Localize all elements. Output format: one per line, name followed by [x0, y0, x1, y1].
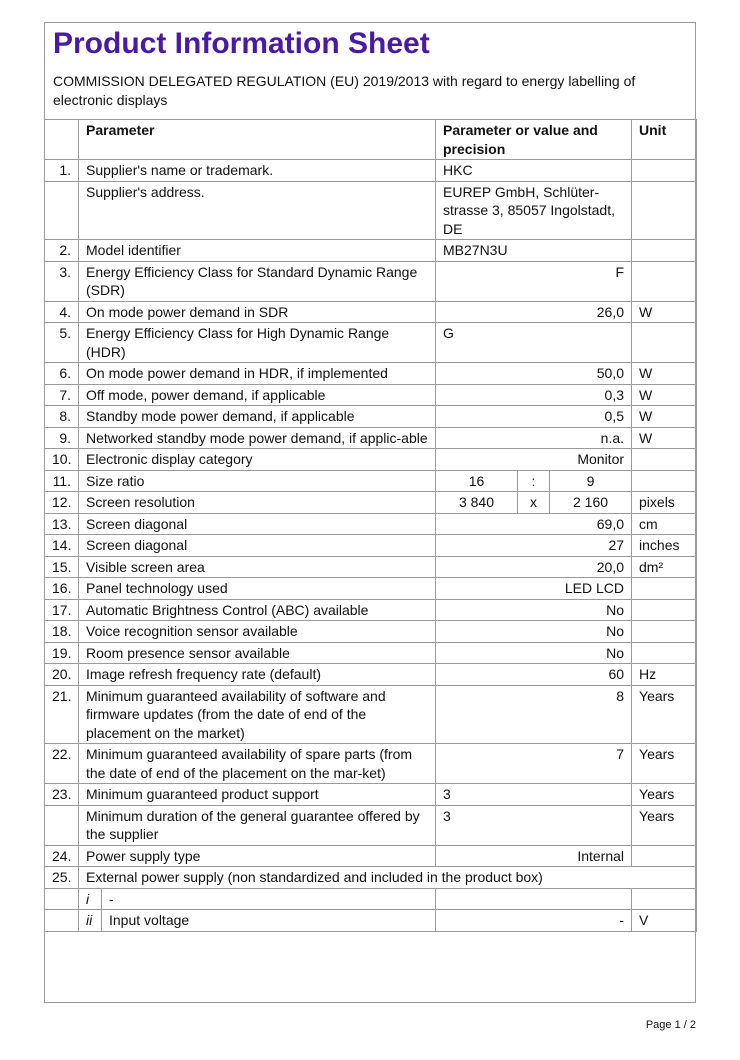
- row-unit: W: [632, 427, 697, 449]
- row-unit: [632, 470, 697, 492]
- row-parameter: Size ratio: [79, 470, 436, 492]
- row-unit: [632, 642, 697, 664]
- row-unit: W: [632, 406, 697, 428]
- row-value: 8: [436, 685, 632, 744]
- table-row: [45, 513, 697, 535]
- table-row: [45, 363, 697, 385]
- table-row: [45, 556, 697, 578]
- row-parameter: Visible screen area: [79, 556, 436, 578]
- row-value: 7: [436, 744, 632, 784]
- row-parameter: Electronic display category: [79, 449, 436, 471]
- row-unit: W: [632, 301, 697, 323]
- row-unit: [632, 240, 697, 262]
- row-value: 0,5: [436, 406, 632, 428]
- header-parameter: Parameter: [79, 120, 436, 160]
- row-parameter: Minimum duration of the general guarantee offered by the supplier: [79, 805, 436, 845]
- row-value: EUREP GmbH, Schlüter-strasse 3, 85057 Ingolstadt, DE: [436, 181, 632, 240]
- parameter-table: [44, 119, 697, 932]
- row-parameter: Supplier's name or trademark.: [79, 160, 436, 182]
- row-parameter: External power supply (non standardized and included in the product box): [79, 867, 697, 889]
- row-number: 3.: [45, 261, 79, 301]
- table-row: [45, 784, 697, 806]
- row-unit: Years: [632, 805, 697, 845]
- row-value: 26,0: [436, 301, 632, 323]
- subrow-index: ii: [79, 910, 102, 932]
- row-unit: W: [632, 363, 697, 385]
- row-value: No: [436, 642, 632, 664]
- row-parameter: Screen diagonal: [79, 535, 436, 557]
- row-number: 4.: [45, 301, 79, 323]
- row-unit: [632, 449, 697, 471]
- row-number: 2.: [45, 240, 79, 262]
- row-number: 14.: [45, 535, 79, 557]
- row-number: 11.: [45, 470, 79, 492]
- row-value-separator: x: [518, 492, 550, 514]
- row-value: LED LCD: [436, 578, 632, 600]
- row-value: MB27N3U: [436, 240, 632, 262]
- row-number: 12.: [45, 492, 79, 514]
- row-value-b: 2 160: [550, 492, 632, 514]
- row-unit: Years: [632, 744, 697, 784]
- row-parameter: Minimum guaranteed product support: [79, 784, 436, 806]
- row-unit: [632, 160, 697, 182]
- table-row: [45, 621, 697, 643]
- row-parameter: Model identifier: [79, 240, 436, 262]
- row-number: [45, 805, 79, 845]
- row-unit: [632, 578, 697, 600]
- table-row: [45, 867, 697, 889]
- table-row: [45, 805, 697, 845]
- table-row: [45, 323, 697, 363]
- row-parameter: Minimum guaranteed availability of software and firmware updates (from the date of end of the placement on the market): [79, 685, 436, 744]
- row-unit: [632, 323, 697, 363]
- row-number: 19.: [45, 642, 79, 664]
- row-parameter: Screen diagonal: [79, 513, 436, 535]
- row-number: 25.: [45, 867, 79, 889]
- row-value: No: [436, 599, 632, 621]
- table-row: [45, 449, 697, 471]
- row-unit: [632, 621, 697, 643]
- table-row: [45, 744, 697, 784]
- row-parameter: Screen resolution: [79, 492, 436, 514]
- subrow-spacer: [45, 910, 79, 932]
- row-number: 18.: [45, 621, 79, 643]
- table-row: [45, 642, 697, 664]
- subrow-parameter: Input voltage: [102, 910, 436, 932]
- row-unit: W: [632, 384, 697, 406]
- row-unit: [632, 261, 697, 301]
- subrow-spacer: [45, 888, 79, 910]
- table-row: [45, 664, 697, 686]
- subrow-unit: [632, 888, 697, 910]
- table-row: [45, 240, 697, 262]
- row-unit: [632, 599, 697, 621]
- row-value: 27: [436, 535, 632, 557]
- row-unit: cm: [632, 513, 697, 535]
- row-parameter: Power supply type: [79, 845, 436, 867]
- row-value: Monitor: [436, 449, 632, 471]
- row-number: 24.: [45, 845, 79, 867]
- table-row: [45, 301, 697, 323]
- row-unit: [632, 845, 697, 867]
- row-number: 6.: [45, 363, 79, 385]
- subrow-parameter: -: [102, 888, 436, 910]
- row-unit: inches: [632, 535, 697, 557]
- row-value: 60: [436, 664, 632, 686]
- row-value: 3: [436, 784, 632, 806]
- table-row: [45, 578, 697, 600]
- row-parameter: Networked standby mode power demand, if applic-able: [79, 427, 436, 449]
- row-value: 3: [436, 805, 632, 845]
- page-number: Page 1 / 2: [645, 1019, 696, 1031]
- row-number: [45, 181, 79, 240]
- row-value: 20,0: [436, 556, 632, 578]
- table-row: [45, 181, 697, 240]
- table-row: [45, 535, 697, 557]
- table-row: [45, 492, 697, 514]
- table-row: [45, 261, 697, 301]
- row-number: 5.: [45, 323, 79, 363]
- row-parameter: Off mode, power demand, if applicable: [79, 384, 436, 406]
- row-number: 10.: [45, 449, 79, 471]
- table-row: [45, 470, 697, 492]
- table-row: [45, 685, 697, 744]
- table-row: [45, 384, 697, 406]
- page-title: Product Information Sheet: [53, 27, 430, 60]
- row-parameter: Supplier's address.: [79, 181, 436, 240]
- row-value: HKC: [436, 160, 632, 182]
- row-value: 69,0: [436, 513, 632, 535]
- row-value: 0,3: [436, 384, 632, 406]
- row-value: 50,0: [436, 363, 632, 385]
- row-number: 20.: [45, 664, 79, 686]
- row-value-separator: :: [518, 470, 550, 492]
- table-row: [45, 406, 697, 428]
- row-number: 23.: [45, 784, 79, 806]
- table-row: [45, 845, 697, 867]
- row-number: 9.: [45, 427, 79, 449]
- row-unit: dm²: [632, 556, 697, 578]
- header-number: [45, 120, 79, 160]
- table-subrow: [45, 910, 697, 932]
- info-sheet: [44, 22, 696, 1003]
- table-header-row: [45, 120, 697, 160]
- subrow-value: [436, 888, 632, 910]
- row-value: No: [436, 621, 632, 643]
- table-row: [45, 160, 697, 182]
- header-unit: Unit: [632, 120, 697, 160]
- row-parameter: Energy Efficiency Class for High Dynamic Range (HDR): [79, 323, 436, 363]
- row-number: 15.: [45, 556, 79, 578]
- table-row: [45, 427, 697, 449]
- table-subrow: [45, 888, 697, 910]
- row-value-a: 3 840: [436, 492, 518, 514]
- row-unit: pixels: [632, 492, 697, 514]
- row-unit: [632, 181, 697, 240]
- row-number: 16.: [45, 578, 79, 600]
- table-row: [45, 599, 697, 621]
- row-parameter: Minimum guaranteed availability of spare parts (from the date of end of the placement on the mar-ket): [79, 744, 436, 784]
- row-number: 22.: [45, 744, 79, 784]
- row-unit: Years: [632, 685, 697, 744]
- row-number: 21.: [45, 685, 79, 744]
- row-number: 17.: [45, 599, 79, 621]
- row-number: 1.: [45, 160, 79, 182]
- header-value: Parameter or value and precision: [436, 120, 632, 160]
- row-number: 8.: [45, 406, 79, 428]
- row-parameter: Standby mode power demand, if applicable: [79, 406, 436, 428]
- subrow-value: -: [436, 910, 632, 932]
- row-parameter: On mode power demand in SDR: [79, 301, 436, 323]
- row-parameter: On mode power demand in HDR, if implemented: [79, 363, 436, 385]
- row-parameter: Image refresh frequency rate (default): [79, 664, 436, 686]
- row-value: F: [436, 261, 632, 301]
- row-parameter: Energy Efficiency Class for Standard Dynamic Range (SDR): [79, 261, 436, 301]
- row-number: 7.: [45, 384, 79, 406]
- row-unit: Years: [632, 784, 697, 806]
- row-value: n.a.: [436, 427, 632, 449]
- subrow-index: i: [79, 888, 102, 910]
- row-number: 13.: [45, 513, 79, 535]
- row-value-b: 9: [550, 470, 632, 492]
- row-parameter: Room presence sensor available: [79, 642, 436, 664]
- row-value: Internal: [436, 845, 632, 867]
- regulation-subtitle: COMMISSION DELEGATED REGULATION (EU) 2019/2013 with regard to energy labelling of electronic displays: [53, 73, 636, 108]
- row-value: G: [436, 323, 632, 363]
- row-value-a: 16: [436, 470, 518, 492]
- row-unit: Hz: [632, 664, 697, 686]
- row-parameter: Voice recognition sensor available: [79, 621, 436, 643]
- row-parameter: Panel technology used: [79, 578, 436, 600]
- row-parameter: Automatic Brightness Control (ABC) available: [79, 599, 436, 621]
- subrow-unit: V: [632, 910, 697, 932]
